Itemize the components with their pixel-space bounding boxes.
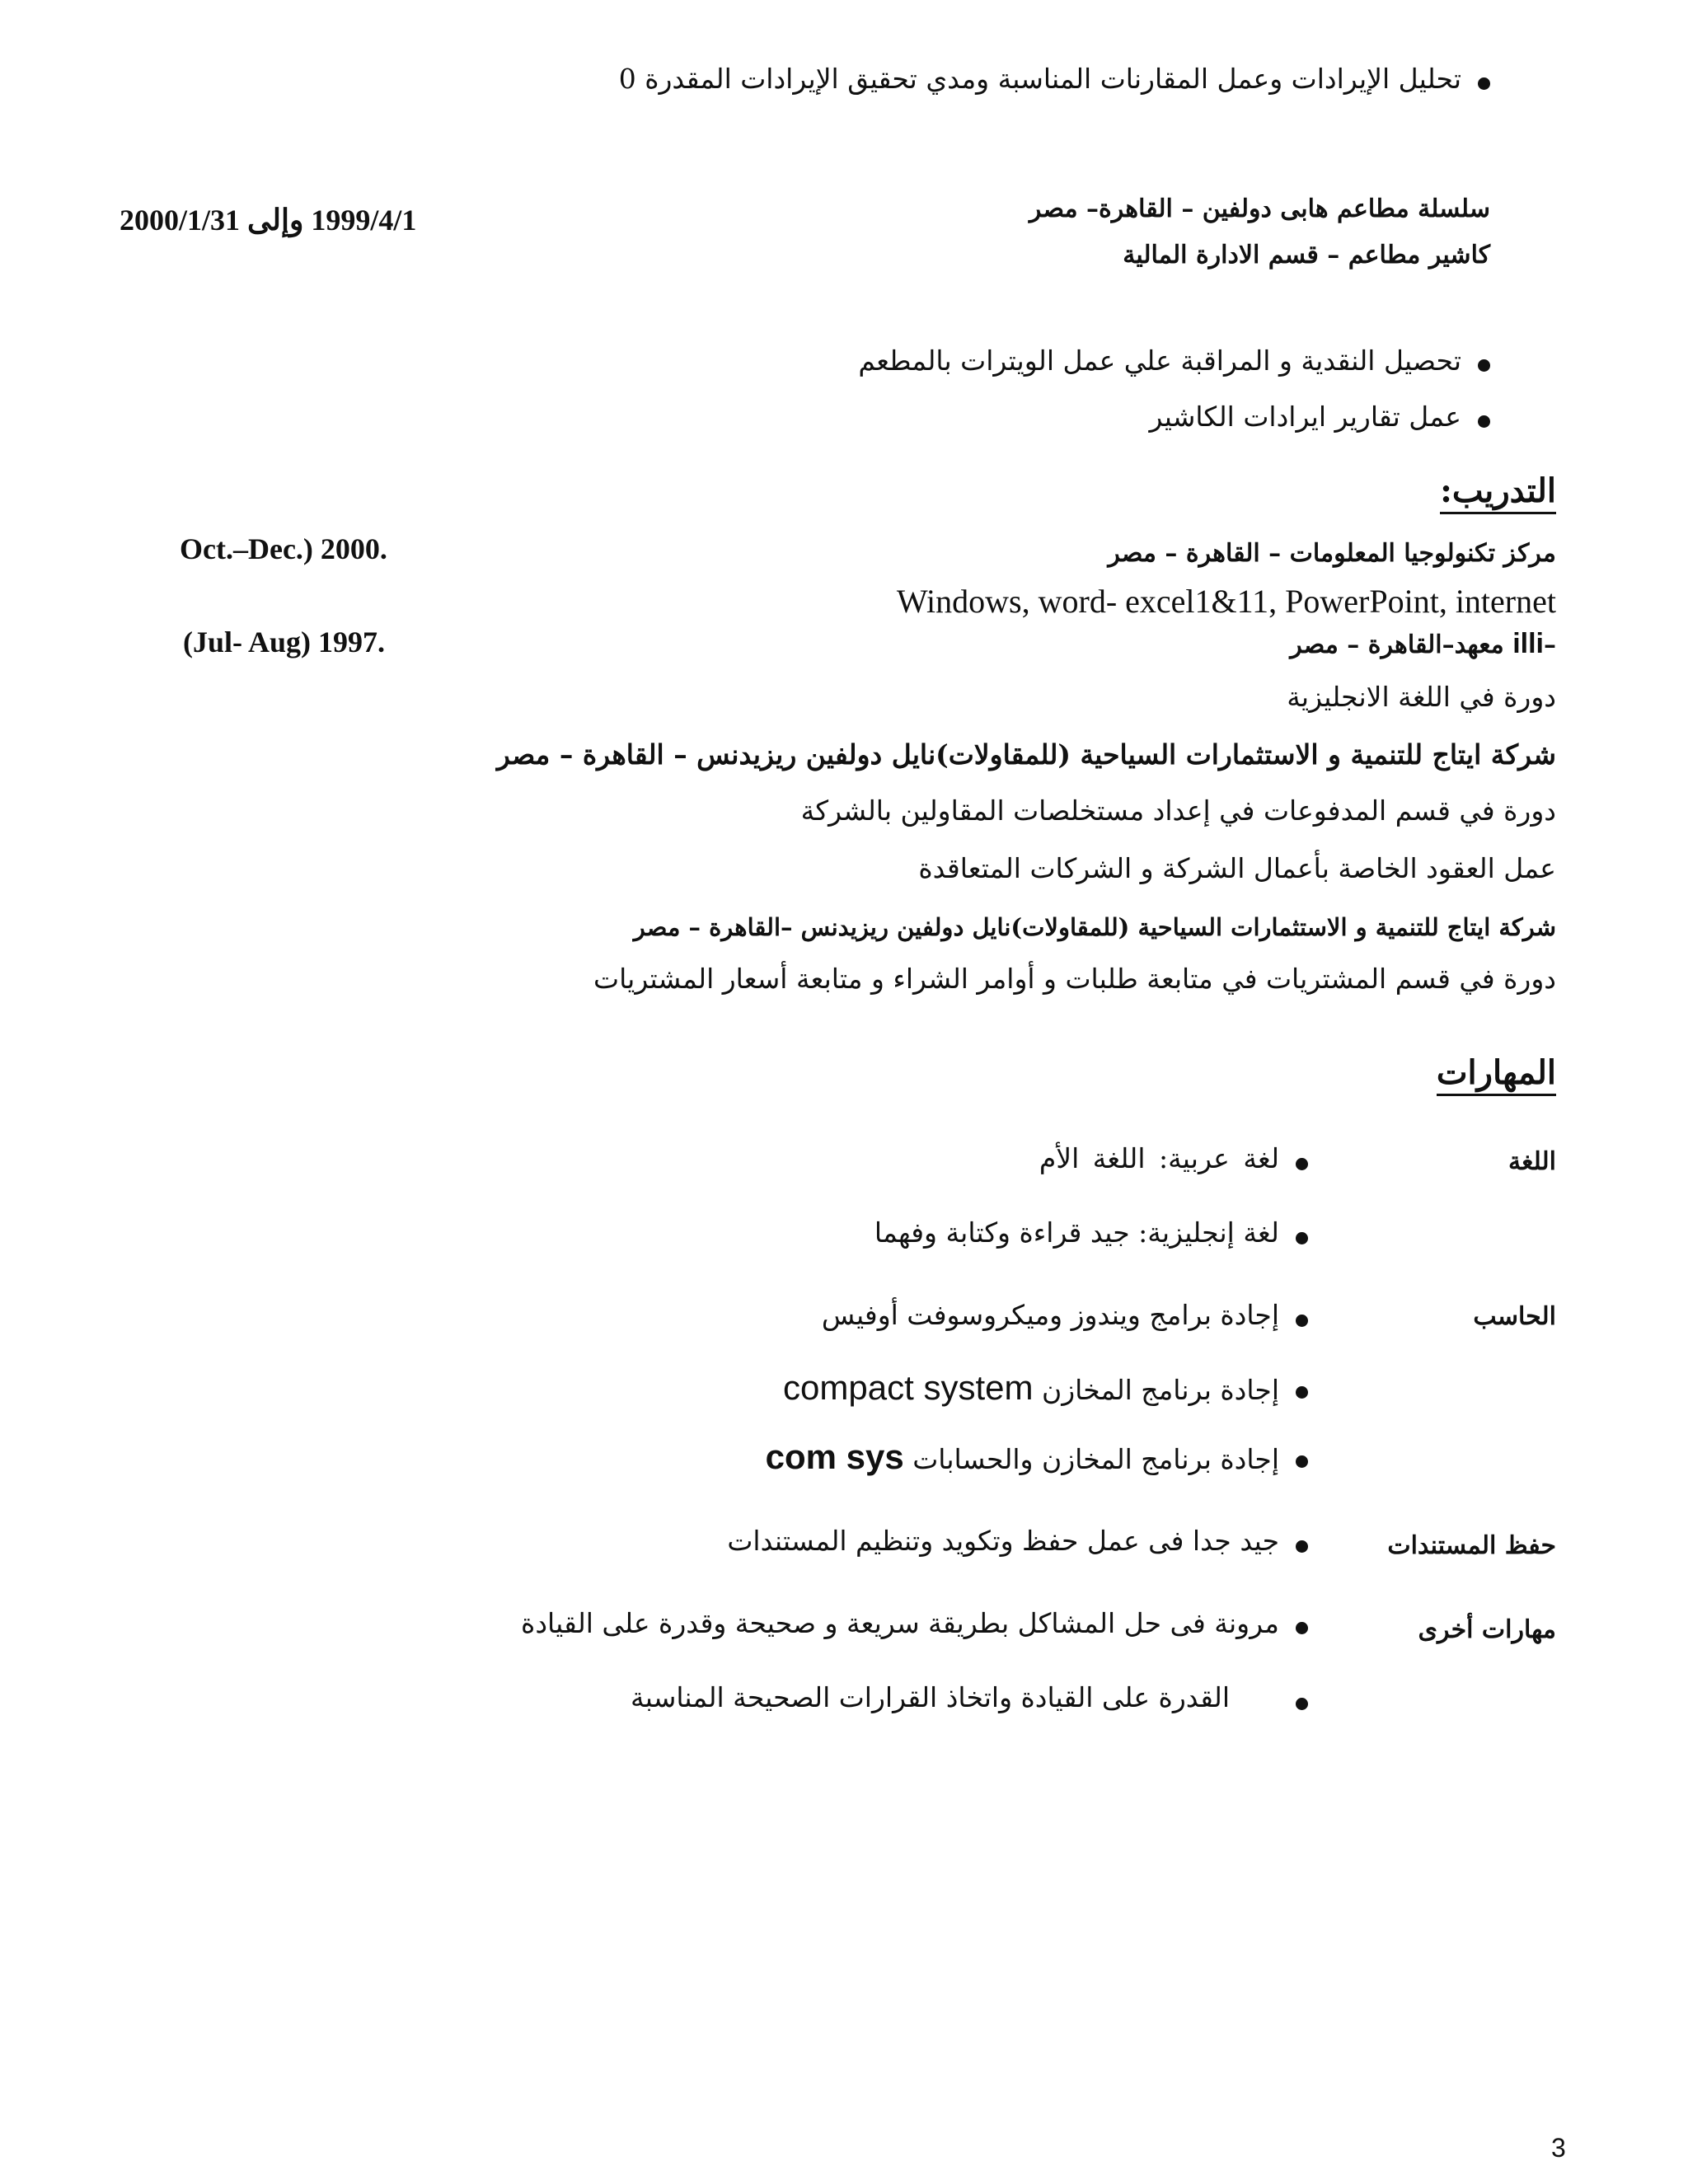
skills-computer-label: الحاسب: [1473, 1302, 1556, 1331]
training-company-2: شركة ايتاج للتنمية و الاستثمارات السياحية (للمقاولات)نايل دولفين ريزيدنس –القاهرة – مصر: [633, 913, 1556, 941]
job-bullet-1: تحصيل النقدية و المراقبة علي عمل الويترات بالمطعم: [858, 344, 1461, 377]
training-company-1-item-2: عمل العقود الخاصة بأعمال الشركة و الشركات المتعاقدة: [918, 852, 1556, 884]
skills-docs-label: حفظ المستندات: [1387, 1531, 1556, 1560]
skills-computer-3-ar: إجادة برنامج المخازن والحسابات: [912, 1443, 1279, 1475]
bullet-dot: [1478, 415, 1490, 428]
skills-computer-1: إجادة برامج ويندوز وميكروسوفت أوفيس: [821, 1299, 1279, 1331]
training-illi-prefix: –: [1544, 630, 1556, 659]
bullet-dot: [1296, 1698, 1308, 1710]
skills-computer-3-en: com sys: [765, 1437, 904, 1476]
job-company: سلسلة مطاعم هابى دولفين – القاهرة– مصر: [1029, 194, 1490, 223]
training-illi-rest: معهد–القاهرة – مصر: [1290, 630, 1513, 659]
bullet-dot: [1296, 1540, 1308, 1553]
bullet-dot: [1296, 1232, 1308, 1244]
training-it-courses: Windows, word- excel1&11, PowerPoint, internet: [896, 583, 1556, 620]
training-company-2-item: دورة في قسم المشتريات في متابعة طلبات و أوامر الشراء و متابعة أسعار المشتريات: [593, 963, 1556, 995]
training-illi: [1290, 628, 1556, 660]
skills-computer-3: [766, 1437, 1279, 1477]
bullet-dot: [1296, 1622, 1308, 1634]
skills-computer-2-en: compact system: [783, 1368, 1034, 1407]
training-company-1: شركة ايتاج للتنمية و الاستثمارات السياحية (للمقاولات)نايل دولفين ريزيدنس – القاهرة – مصر: [496, 738, 1556, 771]
bullet-dot: [1296, 1455, 1308, 1468]
training-english-course: دورة في اللغة الانجليزية: [1287, 681, 1556, 713]
skills-other-2: القدرة على القيادة واتخاذ القرارات الصحيحة المناسبة: [631, 1681, 1230, 1713]
top-bullet-text: تحليل الإيرادات وعمل المقارنات المناسبة ومدي تحقيق الإيرادات المقدرة 0: [618, 63, 1461, 95]
skills-other-1: مرونة فى حل المشاكل بطريقة سريعة و صحيحة وقدرة على القيادة: [521, 1607, 1279, 1639]
training-it-dates: Oct.–Dec.) 2000.: [180, 532, 387, 565]
skills-arabic: لغة عربية: اللغة الأم: [1039, 1142, 1279, 1174]
skills-computer-2-ar: إجادة برنامج المخازن: [1041, 1374, 1279, 1406]
job-position: كاشير مطاعم – قسم الادارة المالية: [1123, 241, 1490, 269]
training-it-center: مركز تكنولوجيا المعلومات – القاهرة – مصر: [1108, 539, 1556, 568]
skills-english: لغة إنجليزية: جيد قراءة وكتابة وفهما: [874, 1216, 1279, 1249]
job-dates: 1999/4/1 وإلى 2000/1/31: [120, 204, 417, 237]
training-company-1-item-1: دورة في قسم المدفوعات في إعداد مستخلصات المقاولين بالشركة: [800, 794, 1556, 827]
training-illi-dates: (Jul- Aug) 1997.: [183, 626, 386, 658]
bullet-dot: [1296, 1158, 1308, 1170]
bullet-dot: [1296, 1315, 1308, 1327]
bullet-dot: [1478, 77, 1490, 90]
skills-computer-2: [783, 1368, 1279, 1408]
bullet-dot: [1296, 1386, 1308, 1399]
bullet-dot: [1478, 359, 1490, 372]
training-illi-name: illi: [1512, 628, 1544, 659]
job-bullet-2: عمل تقارير ايرادات الكاشير: [1149, 401, 1461, 433]
skills-other-label: مهارات أخرى: [1418, 1615, 1556, 1644]
skills-language-label: اللغة: [1508, 1147, 1556, 1176]
training-heading: التدريب:: [1440, 471, 1556, 514]
page-number: 3: [1551, 2133, 1566, 2163]
skills-heading: المهارات: [1437, 1053, 1556, 1096]
skills-docs-1: جيد جدا فى عمل حفظ وتكويد وتنظيم المستندات: [727, 1525, 1279, 1557]
